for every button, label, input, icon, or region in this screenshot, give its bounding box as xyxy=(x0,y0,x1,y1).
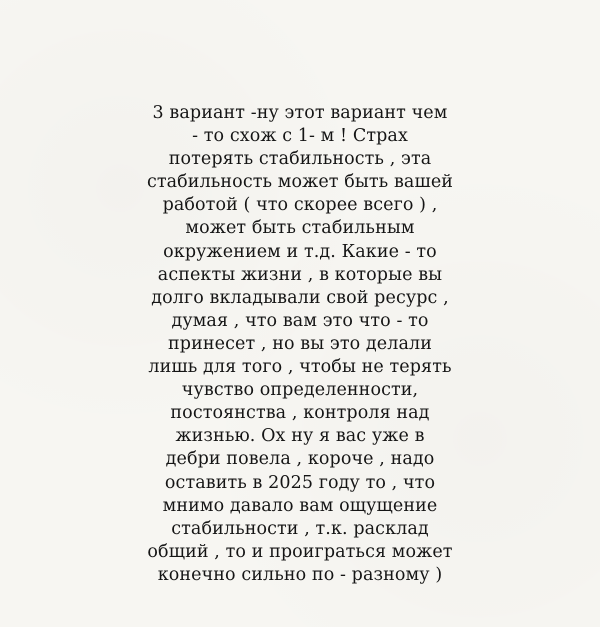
text-line: стабильность может быть вашей xyxy=(146,172,454,193)
text-line: работой ( что скорее всего ) , xyxy=(162,195,438,216)
text-line: думая , что вам это что - то xyxy=(171,310,429,331)
text-line: оставить в 2025 году то , что xyxy=(164,472,436,493)
text-line: дебри повела , короче , надо xyxy=(165,449,435,470)
text-line: долго вкладывали свой ресурс , xyxy=(151,287,449,308)
text-line: аспекты жизни , в которые вы xyxy=(157,264,443,285)
text-line: чувство определенности, xyxy=(181,380,419,401)
text-line: - то схож с 1- м ! Страх xyxy=(192,126,408,147)
text-line: окружением и т.д. Какие - то xyxy=(163,241,437,262)
text-block xyxy=(100,102,500,587)
text-line: жизнью. Ох ну я вас уже в xyxy=(175,426,425,447)
text-line: может быть стабильным xyxy=(185,218,415,239)
text-line: 3 вариант -ну этот вариант чем xyxy=(152,103,448,123)
text-line: стабильности , т.к. расклад xyxy=(171,518,429,539)
text-line: конечно сильно по - разному ) xyxy=(157,564,443,585)
text-line: принесет , но вы это делали xyxy=(168,333,432,354)
text-line: постоянства , контроля над xyxy=(170,403,430,424)
text-line: общий , то и проиграться может xyxy=(147,541,453,562)
text-line: мнимо давало вам ощущение xyxy=(162,495,438,516)
text-line: потерять стабильность , эта xyxy=(168,149,432,170)
text-line: лишь для того , чтобы не терять xyxy=(148,357,452,378)
